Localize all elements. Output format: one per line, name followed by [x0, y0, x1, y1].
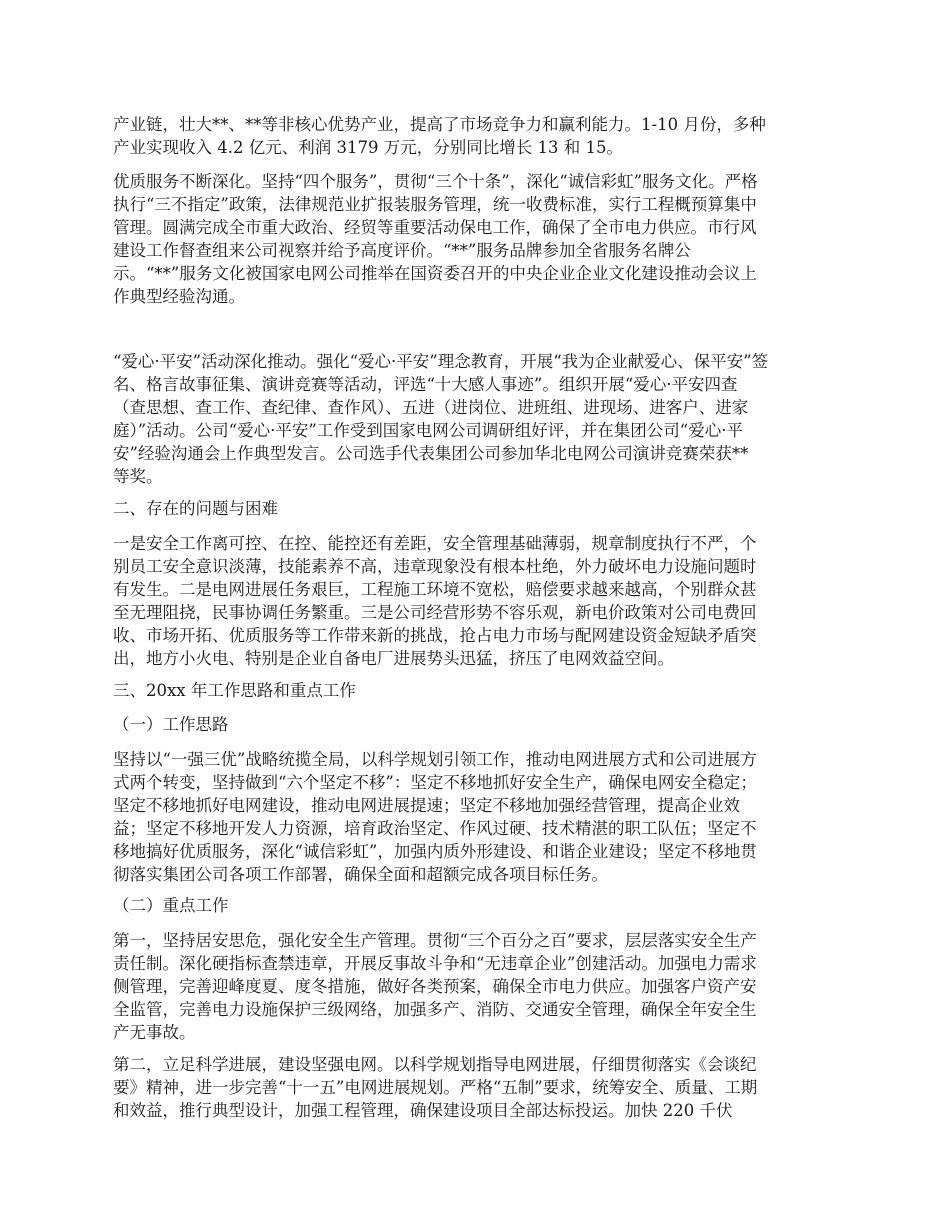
text-line: 第二，立足科学进展，建设坚强电网。以科学规划指导电网进展，仔细贯彻落实《会谈纪 — [113, 1055, 757, 1074]
text-line: 优质服务不断深化。坚持“四个服务”，贯彻“三个十条”，深化“诚信彩虹”服务文化。严格 — [113, 172, 758, 191]
text-line: 至无理阻挠，民事协调任务繁重。三是公司经营形势不容乐观，新电价政策对公司电费回 — [113, 603, 757, 622]
text-line: “爱心·平安”活动深化推动。强化“爱心·平安”理念教育，开展“我为企业献爱心、保平安”签 — [113, 352, 769, 371]
text-line: 产业链，壮大**、**等非核心优势产业，提高了市场竞争力和赢利能力。1-10 月份，多种 — [113, 115, 766, 134]
text-line: 别员工安全意识淡薄，技能素养不高，违章现象没有根本杜绝，外力破坏电力设施问题时 — [113, 557, 757, 576]
text-line: 管理。圆满完成全市重大政治、经贸等重要活动保电工作，确保了全市电力供应。市行风 — [113, 218, 757, 237]
paragraph-quality-service — [113, 170, 840, 308]
section-heading-problems: 二、存在的问题与困难 — [113, 499, 278, 518]
text-line: 庭）”活动。公司“爱心·平安”工作受到国家电网公司调研组好评，并在集团公司“爱心·平 — [113, 421, 743, 440]
text-line: 作典型经验沟通。 — [113, 287, 245, 306]
text-line: 出，地方小火电、特别是企业自备电厂进展势头迅猛，挤压了电网效益空间。 — [113, 649, 674, 668]
section-heading-work-plan: 三、20xx 年工作思路和重点工作 — [113, 681, 356, 700]
text-line: 名、格言故事征集、演讲竞赛等活动，评选“十大感人事迹”。组织开展“爱心·平安四查 — [113, 375, 738, 394]
paragraph-love-safety-campaign — [113, 350, 840, 488]
text-line: 一是安全工作离可控、在控、能控还有差距，安全管理基础薄弱，规章制度执行不严，个 — [113, 534, 757, 553]
paragraph-key-work-first — [113, 929, 840, 1044]
text-line: 执行“三不指定”政策，法律规范业扩报装服务管理，统一收费标准，实行工程概预算集中 — [113, 195, 757, 214]
text-line: （查思想、查工作、查纪律、查作风）、五进（进岗位、进班组、进现场、进客户、进家 — [113, 398, 749, 417]
paragraph-industry-revenue — [113, 113, 840, 159]
text-line: 安”经验沟通会上作典型发言。公司选手代表集团公司参加华北电网公司演讲竞赛荣获** — [113, 444, 749, 463]
text-line: 要》精神，进一步完善“十一五”电网进展规划。严格“五制”要求，统筹安全、质量、工期 — [113, 1078, 758, 1097]
text-line: 全监管，完善电力设施保护三级网络，加强多产、消防、交通安全管理，确保全年安全生 — [113, 1000, 757, 1019]
text-line: 收、市场开拓、优质服务等工作带来新的挑战，抢占电力市场与配网建设资金短缺矛盾突 — [113, 626, 757, 645]
text-line: 坚定不移地抓好电网建设，推动电网进展提速；坚定不移地加强经营管理，提高企业效 — [113, 796, 740, 815]
text-line: 和效益，推行典型设计，加强工程管理，确保建设项目全部达标投运。加快 220 千伏 — [113, 1101, 733, 1120]
text-line: 益；坚定不移地开发人力资源，培育政治坚定、作风过硬、技术精湛的职工队伍；坚定不 — [113, 819, 757, 838]
text-line: 侧管理，完善迎峰度夏、度冬措施，做好各类预案，确保全市电力供应。加强客户资产安 — [113, 977, 757, 996]
subsection-heading-work-ideas: （一）工作思路 — [113, 715, 229, 734]
paragraph-problems — [113, 532, 840, 670]
subsection-heading-key-work: （二）重点工作 — [113, 896, 229, 915]
text-line: 式两个转变，坚持做到“六个坚定不移”：坚定不移地抓好安全生产，确保电网安全稳定； — [113, 773, 757, 792]
text-line: 等奖。 — [113, 467, 163, 486]
text-line: 移地搞好优质服务，深化“诚信彩虹”，加强内质外形建设、和谐企业建设；坚定不移地贯 — [113, 842, 757, 861]
text-line: 坚持以“一强三优”战略统揽全局，以科学规划引领工作，推动电网进展方式和公司进展方 — [113, 750, 757, 769]
text-line: 第一，坚持居安思危，强化安全生产管理。贯彻“三个百分之百”要求，层层落实安全生产 — [113, 931, 757, 950]
text-line: 责任制。深化硬指标查禁违章，开展反事故斗争和“无违章企业”创建活动。加强电力需求 — [113, 954, 757, 973]
text-line: 产无事故。 — [113, 1023, 196, 1042]
paragraph-work-ideas — [113, 748, 840, 886]
text-line: 示。“**”服务文化被国家电网公司推举在国资委召开的中央企业企业文化建设推动会议上 — [113, 264, 757, 283]
text-line: 建设工作督查组来公司视察并给予高度评价。“**”服务品牌参加全省服务名牌公 — [113, 241, 691, 260]
text-line: 产业实现收入 4.2 亿元、利润 3179 万元，分别同比增长 13 和 15。 — [113, 138, 623, 157]
text-line: 彻落实集团公司各项工作部署，确保全面和超额完成各项目标任务。 — [113, 865, 608, 884]
text-line: 有发生。二是电网进展任务艰巨，工程施工环境不宽松，赔偿要求越来越高，个别群众甚 — [113, 580, 757, 599]
paragraph-key-work-second — [113, 1053, 840, 1122]
